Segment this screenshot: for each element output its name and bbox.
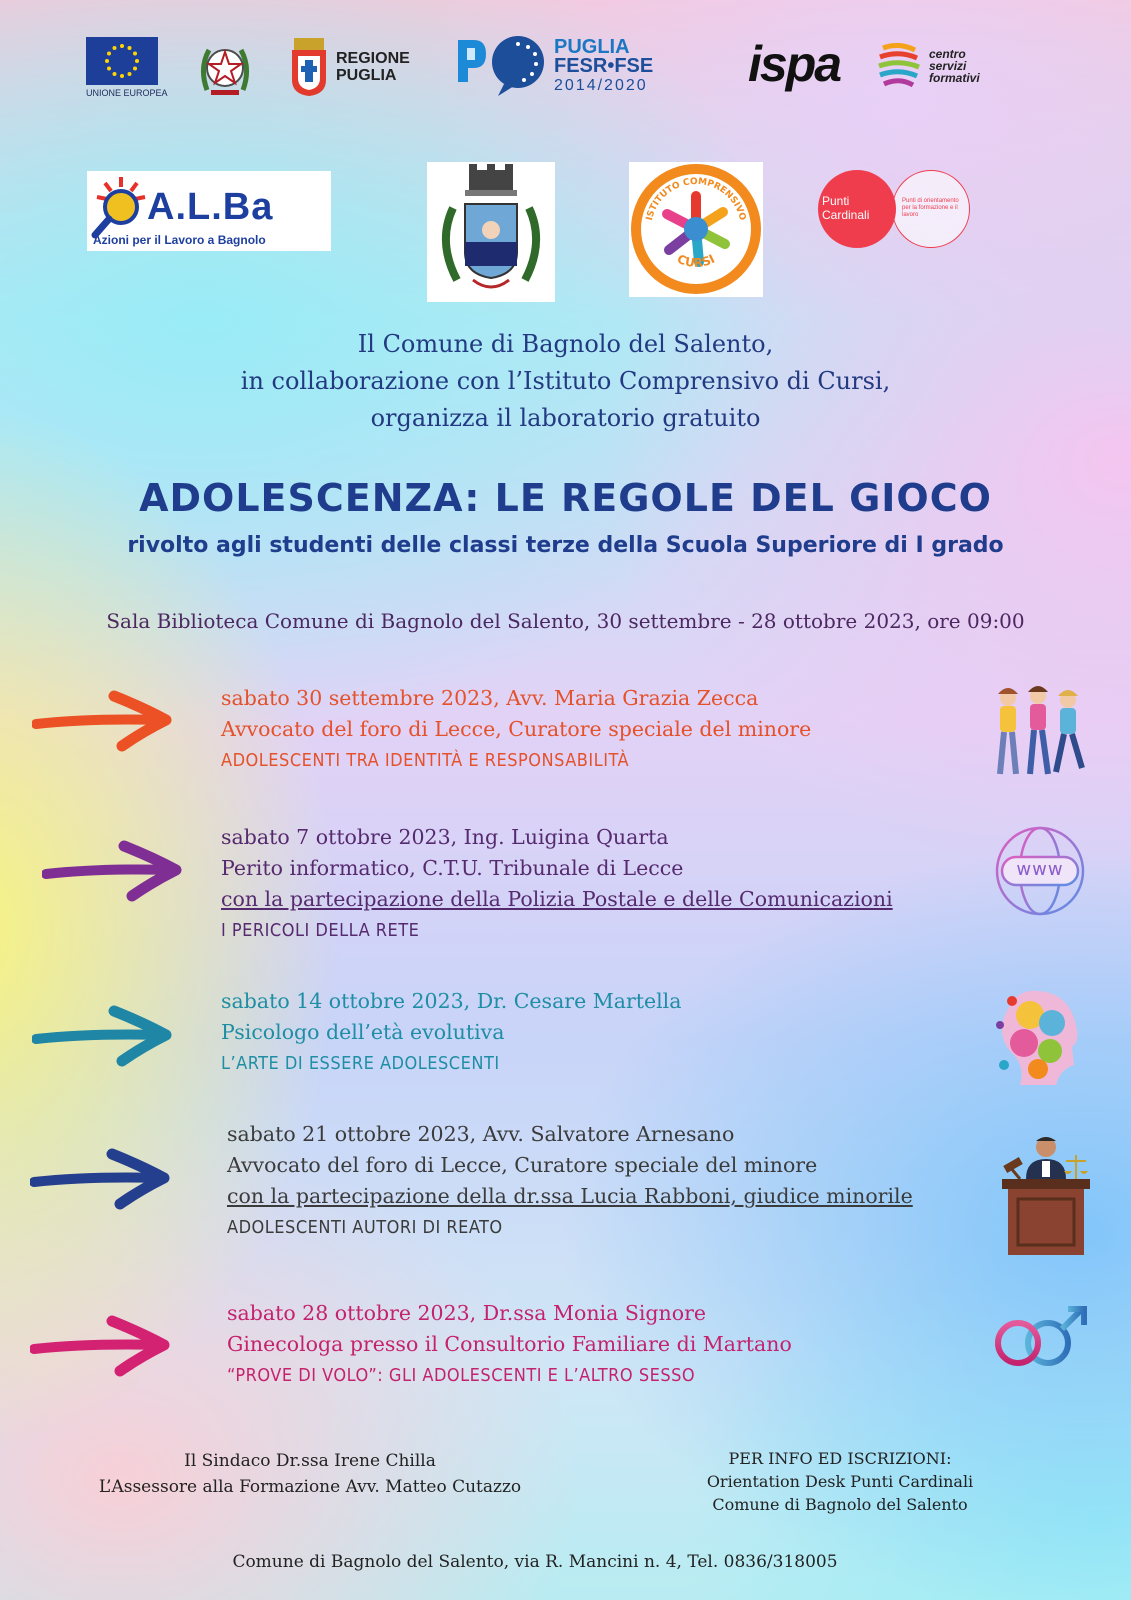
sindaco-line: Il Sindaco Dr.ssa Irene Chilla [184,1451,436,1471]
session-5-topic: “PROVE DI VOLO”: GLI ADOLESCENTI E L’ALTRO SESSO [227,1365,696,1386]
www-label: www [1016,859,1064,880]
italian-republic-emblem-icon [197,38,253,102]
footer-address: Comune di Bagnolo del Salento, via R. Mancini n. 4, Tel. 0836/318005 [232,1552,838,1572]
teen-friends-icon [986,684,1090,784]
www-globe-icon [994,825,1086,917]
session-3-role: Psicologo dell’età evolutiva [221,1020,505,1044]
regione-line: REGIONE [336,50,410,67]
istituto-comprensivo-cursi-logo [629,162,763,297]
punti-tagline: Punti di orientamento per la formazione e il lavoro [902,198,959,218]
session-2 [221,822,893,946]
session-5-date-speaker: sabato 28 ottobre 2023, Dr.ssa Monia Signore [227,1301,707,1325]
info-line-2: Comune di Bagnolo del Salento [712,1495,968,1514]
session-2-topic: I PERICOLI DELLA RETE [221,920,420,941]
eu-logo [86,37,168,98]
alba-name: A.L.Ba [147,186,274,228]
stripes-globe-icon [877,40,921,92]
eu-caption: UNIONE EUROPEA [86,88,168,98]
session-3-date-speaker: sabato 14 ottobre 2023, Dr. Cesare Martella [221,989,682,1013]
ispa-logo: ispa [748,36,841,92]
intro-line-3: organizza il laboratorio gratuito [370,404,761,432]
session-1-role: Avvocato del foro di Lecce, Curatore speciale del minore [221,717,812,741]
judge-icon [1000,1133,1092,1259]
arrow-4-icon [30,1148,170,1210]
footer-signatures [60,1448,560,1500]
session-4-participation: con la partecipazione della dr.ssa Lucia Rabboni, giudice minorile [227,1184,913,1208]
sun-magnifier-icon [91,175,151,241]
arrow-1-icon [32,690,172,752]
puglia-crest-icon [290,36,328,98]
session-5 [227,1298,792,1391]
session-4-topic: ADOLESCENTI AUTORI DI REATO [227,1217,503,1238]
arrow-2-icon [42,840,182,902]
arrow-3-icon [32,1005,172,1067]
venue-line: Sala Biblioteca Comune di Bagnolo del Salento, 30 settembre - 28 ottobre 2023, ore 09:00 [106,609,1025,633]
punti-name-1: Punti [822,194,850,208]
csf-line-2: servizi [929,59,967,73]
alba-tagline: Azioni per il Lavoro a Bagnolo [93,233,266,247]
intro-line-1: Il Comune di Bagnolo del Salento, [357,330,774,358]
page-subtitle: rivolto agli studenti delle classi terze della Scuola Superiore di I grado [127,533,1004,558]
eu-flag-icon [86,37,158,85]
session-4-role: Avvocato del foro di Lecce, Curatore speciale del minore [227,1153,818,1177]
alba-logo [87,171,331,251]
bagnolo-coat-of-arms-icon [427,162,555,302]
session-3-topic: L’ARTE DI ESSERE ADOLESCENTI [221,1053,500,1074]
gender-symbols-icon [988,1305,1092,1397]
csf-line-3: formativi [929,71,980,85]
fesr-years: 2014/2020 [554,76,648,94]
session-3 [221,986,681,1079]
punti-cardinali-logo [818,170,970,248]
assessore-line: L’Assessore alla Formazione Avv. Matteo Cutazzo [98,1477,522,1497]
footer-info [680,1447,1000,1516]
po-fesr-icon [456,34,548,98]
info-title: PER INFO ED ISCRIZIONI: [728,1449,952,1468]
hands-globe-icon [629,162,763,297]
fesr-puglia: PUGLIA [554,35,630,58]
session-2-date-speaker: sabato 7 ottobre 2023, Ing. Luigina Quarta [221,825,669,849]
csf-line-1: centro [929,47,966,61]
session-4-date-speaker: sabato 21 ottobre 2023, Avv. Salvatore Arnesano [227,1122,735,1146]
session-4 [227,1119,913,1243]
page-title: ADOLESCENZA: LE REGOLE DEL GIOCO [139,476,992,520]
colorful-head-icon [990,985,1086,1089]
fesr-fse: FESR•FSE [554,54,654,77]
intro-line-2: in collaborazione con l’Istituto Comprensivo di Cursi, [240,367,891,395]
session-1-date-speaker: sabato 30 settembre 2023, Avv. Maria Grazia Zecca [221,686,759,710]
session-1-topic: ADOLESCENTI TRA IDENTITÀ E RESPONSABILITÀ [221,750,630,771]
regione-puglia-logo [290,36,410,98]
punti-name-2: Cardinali [822,208,870,222]
session-1 [221,683,811,776]
session-2-participation: con la partecipazione della Polizia Postale e delle Comunicazioni [221,887,893,911]
centro-servizi-logo [877,40,980,92]
puglia-fesr-logo [456,34,653,98]
session-2-role: Perito informatico, C.T.U. Tribunale di Lecce [221,856,684,880]
puglia-line: PUGLIA [336,67,397,84]
session-5-role: Ginecologa presso il Consultorio Familiare di Martano [227,1332,792,1356]
arrow-5-icon [30,1315,170,1377]
cursi-ring-bottom: CURSI [675,251,717,271]
info-line-1: Orientation Desk Punti Cardinali [706,1472,974,1491]
cursi-ring-top: ISTITUTO COMPRENSIVO [644,176,748,222]
intro-text [0,326,1131,437]
